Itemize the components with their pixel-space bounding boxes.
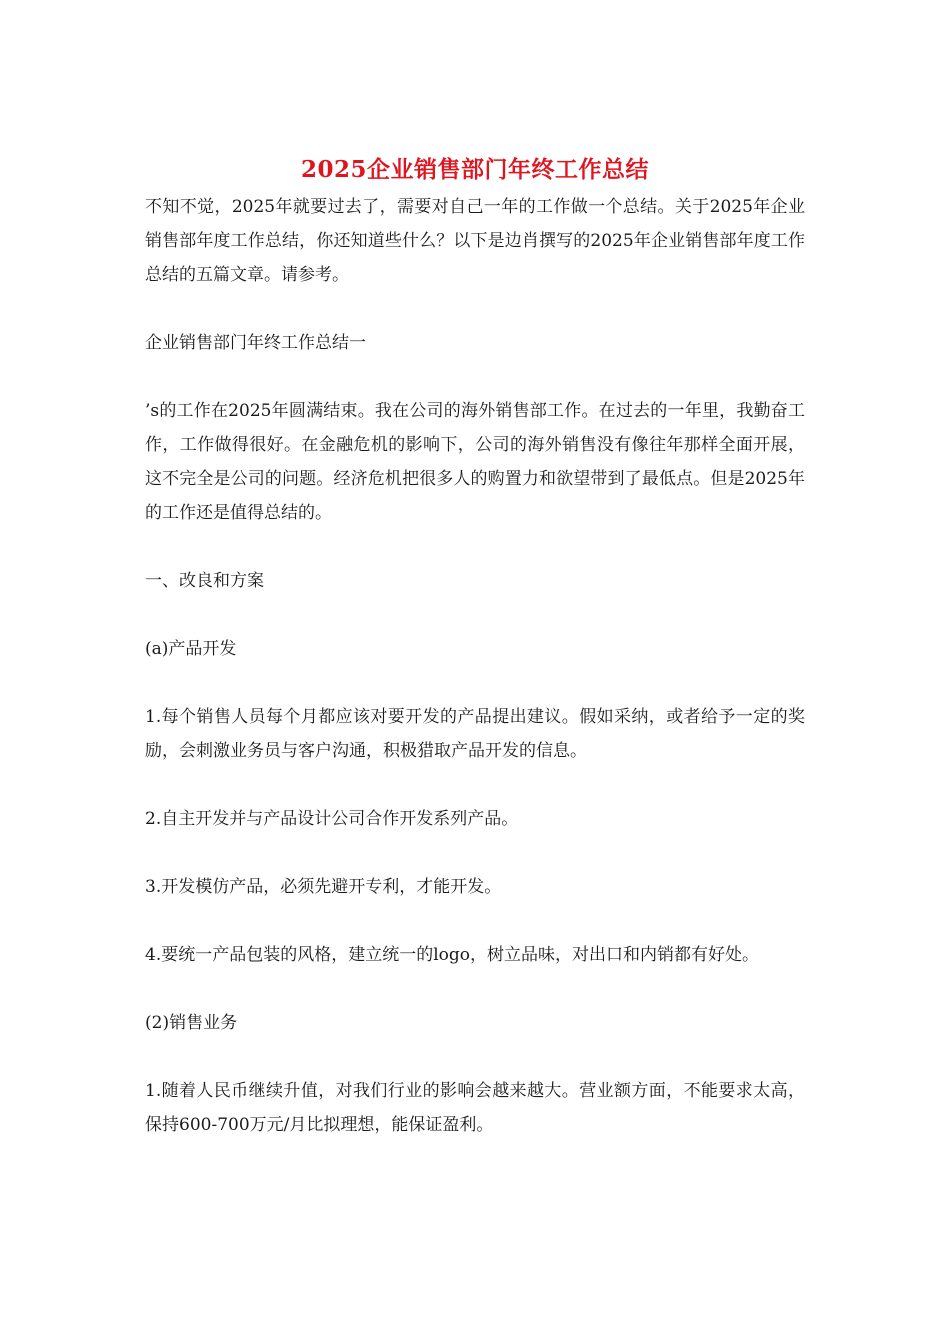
document-title: 2025企业销售部门年终工作总结 <box>300 156 649 183</box>
list-item: 4.要统一产品包装的风格，建立统一的logo，树立品味，对出口和内销都有好处。 <box>145 945 760 965</box>
subsection-heading: (a)产品开发 <box>145 639 237 659</box>
list-item: 2.自主开发并与产品设计公司合作开发系列产品。 <box>145 809 519 829</box>
list-item: 1.每个销售人员每个月都应该对要开发的产品提出建议。假如采纳，或者给予一定的奖励，会刺激业务员与客户沟通，积极猎取产品开发的信息。 <box>145 707 805 761</box>
body-paragraph: ’s的工作在2025年圆满结束。我在公司的海外销售部工作。在过去的一年里，我勤奋工作，工作做得很好。在金融危机的影响下，公司的海外销售没有像往年那样全面开展，这不完全是公司的问题。经济危机把很多人的购置力和欲望带到了最低点。但是2025年的工作还是值得总结的。 <box>145 401 805 523</box>
section-heading: 企业销售部门年终工作总结一 <box>145 333 366 353</box>
document-body <box>145 150 805 1142</box>
list-item: 3.开发模仿产品，必须先避开专利，才能开发。 <box>145 877 502 897</box>
intro-paragraph: 不知不觉，2025年就要过去了，需要对自己一年的工作做一个总结。关于2025年企业销售部年度工作总结，你还知道些什么？以下是边肖撰写的2025年企业销售部年度工作总结的五篇文章。请参考。 <box>145 197 805 285</box>
subsection-heading: (2)销售业务 <box>145 1013 238 1033</box>
list-item: 1.随着人民币继续升值，对我们行业的影响会越来越大。营业额方面，不能要求太高，保持600-700万元/月比拟理想，能保证盈利。 <box>145 1081 805 1135</box>
subsection-heading: 一、改良和方案 <box>145 571 264 591</box>
